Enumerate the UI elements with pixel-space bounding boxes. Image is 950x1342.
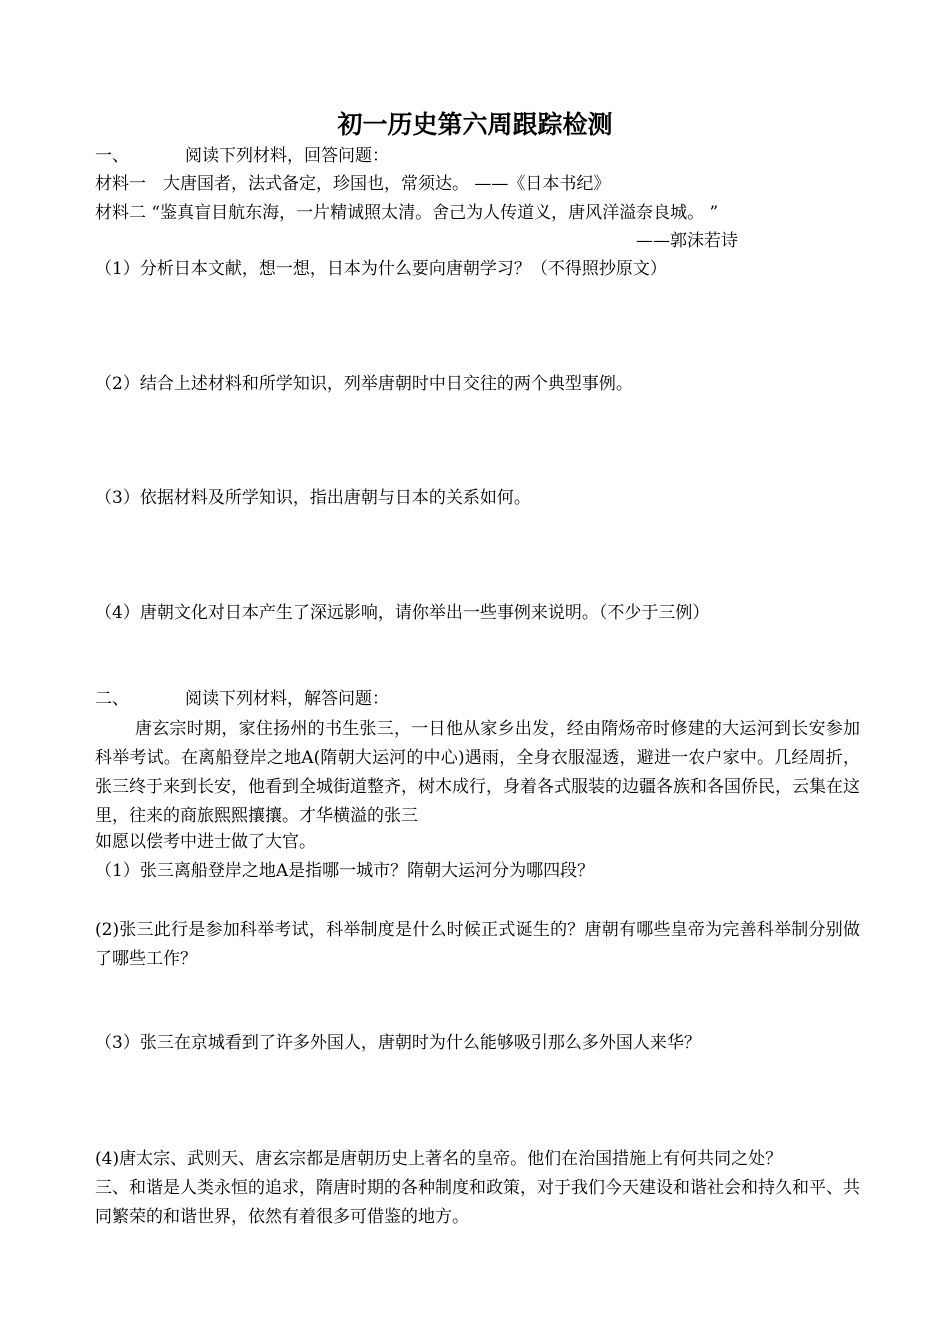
section-1-number: 一、	[95, 146, 129, 166]
section-1-question-2: （2）结合上述材料和所学知识，列举唐朝时中日交往的两个典型事例。	[95, 374, 633, 394]
section-2-question-1: （1）张三离船登岸之地A是指哪一城市？隋朝大运河分为哪四段？	[95, 861, 595, 881]
section-2-heading: 阅读下列材料，解答问题：	[185, 689, 389, 709]
section-1-question-4: （4）唐朝文化对日本产生了深远影响，请你举出一些事例来说明。（不少于三例）	[95, 603, 710, 623]
section-2-number: 二、	[95, 689, 129, 709]
section-1-question-1: （1）分析日本文献，想一想，日本为什么要向唐朝学习？（不得照抄原文）	[95, 259, 667, 279]
section-2-passage: 唐玄宗时期，家住扬州的书生张三，一日他从家乡出发，经由隋炀帝时修建的大运河到长安参加科举考试。在离船登岸之地A(隋朝大运河的中心)遇雨，全身衣服湿透，避进一农户家中。几经周折，张三终于来到长安，他看到全城街道整齐，树木成行，身着各式服装的边疆各族和各国侨民，云集在这里，往来的商旅熙熙攘攘。才华横溢的张三	[95, 719, 860, 826]
section-2-question-4: (4)唐太宗、武则天、唐玄宗都是唐朝历史上著名的皇帝。他们在治国措施上有何共同之处？	[95, 1149, 783, 1169]
material-1: 材料一 大唐国者，法式备定，珍国也，常须达。 ——《日本书纪》	[95, 174, 611, 194]
material-2: 材料二 “鉴真盲目航东海，一片精诚照太清。舍己为人传道义，唐风洋溢奈良城。 ”	[95, 203, 719, 223]
section-2-header	[95, 687, 389, 711]
section-2-question-2: (2)张三此行是参加科举考试，科举制度是什么时候正式诞生的？唐朝有哪些皇帝为完善科举制分别做了哪些工作？	[95, 920, 860, 969]
section-2-question-3: （3）张三在京城看到了许多外国人，唐朝时为什么能够吸引那么多外国人来华？	[95, 1033, 701, 1053]
section-1-heading: 阅读下列材料，回答问题：	[185, 146, 389, 166]
material-2-source: ——郭沫若诗	[636, 231, 738, 251]
section-1-question-3: （3）依据材料及所学知识，指出唐朝与日本的关系如何。	[95, 488, 531, 508]
section-2-passage-end: 如愿以偿考中进士做了大官。	[95, 832, 316, 852]
section-1-header	[95, 144, 389, 168]
section-3-text: 三、和谐是人类永恒的追求，隋唐时期的各种制度和政策，对于我们今天建设和谐社会和持久和平、共同繁荣的和谐世界，依然有着很多可借鉴的地方。	[95, 1178, 860, 1227]
document-title: 初一历史第六周跟踪检测	[337, 110, 613, 139]
